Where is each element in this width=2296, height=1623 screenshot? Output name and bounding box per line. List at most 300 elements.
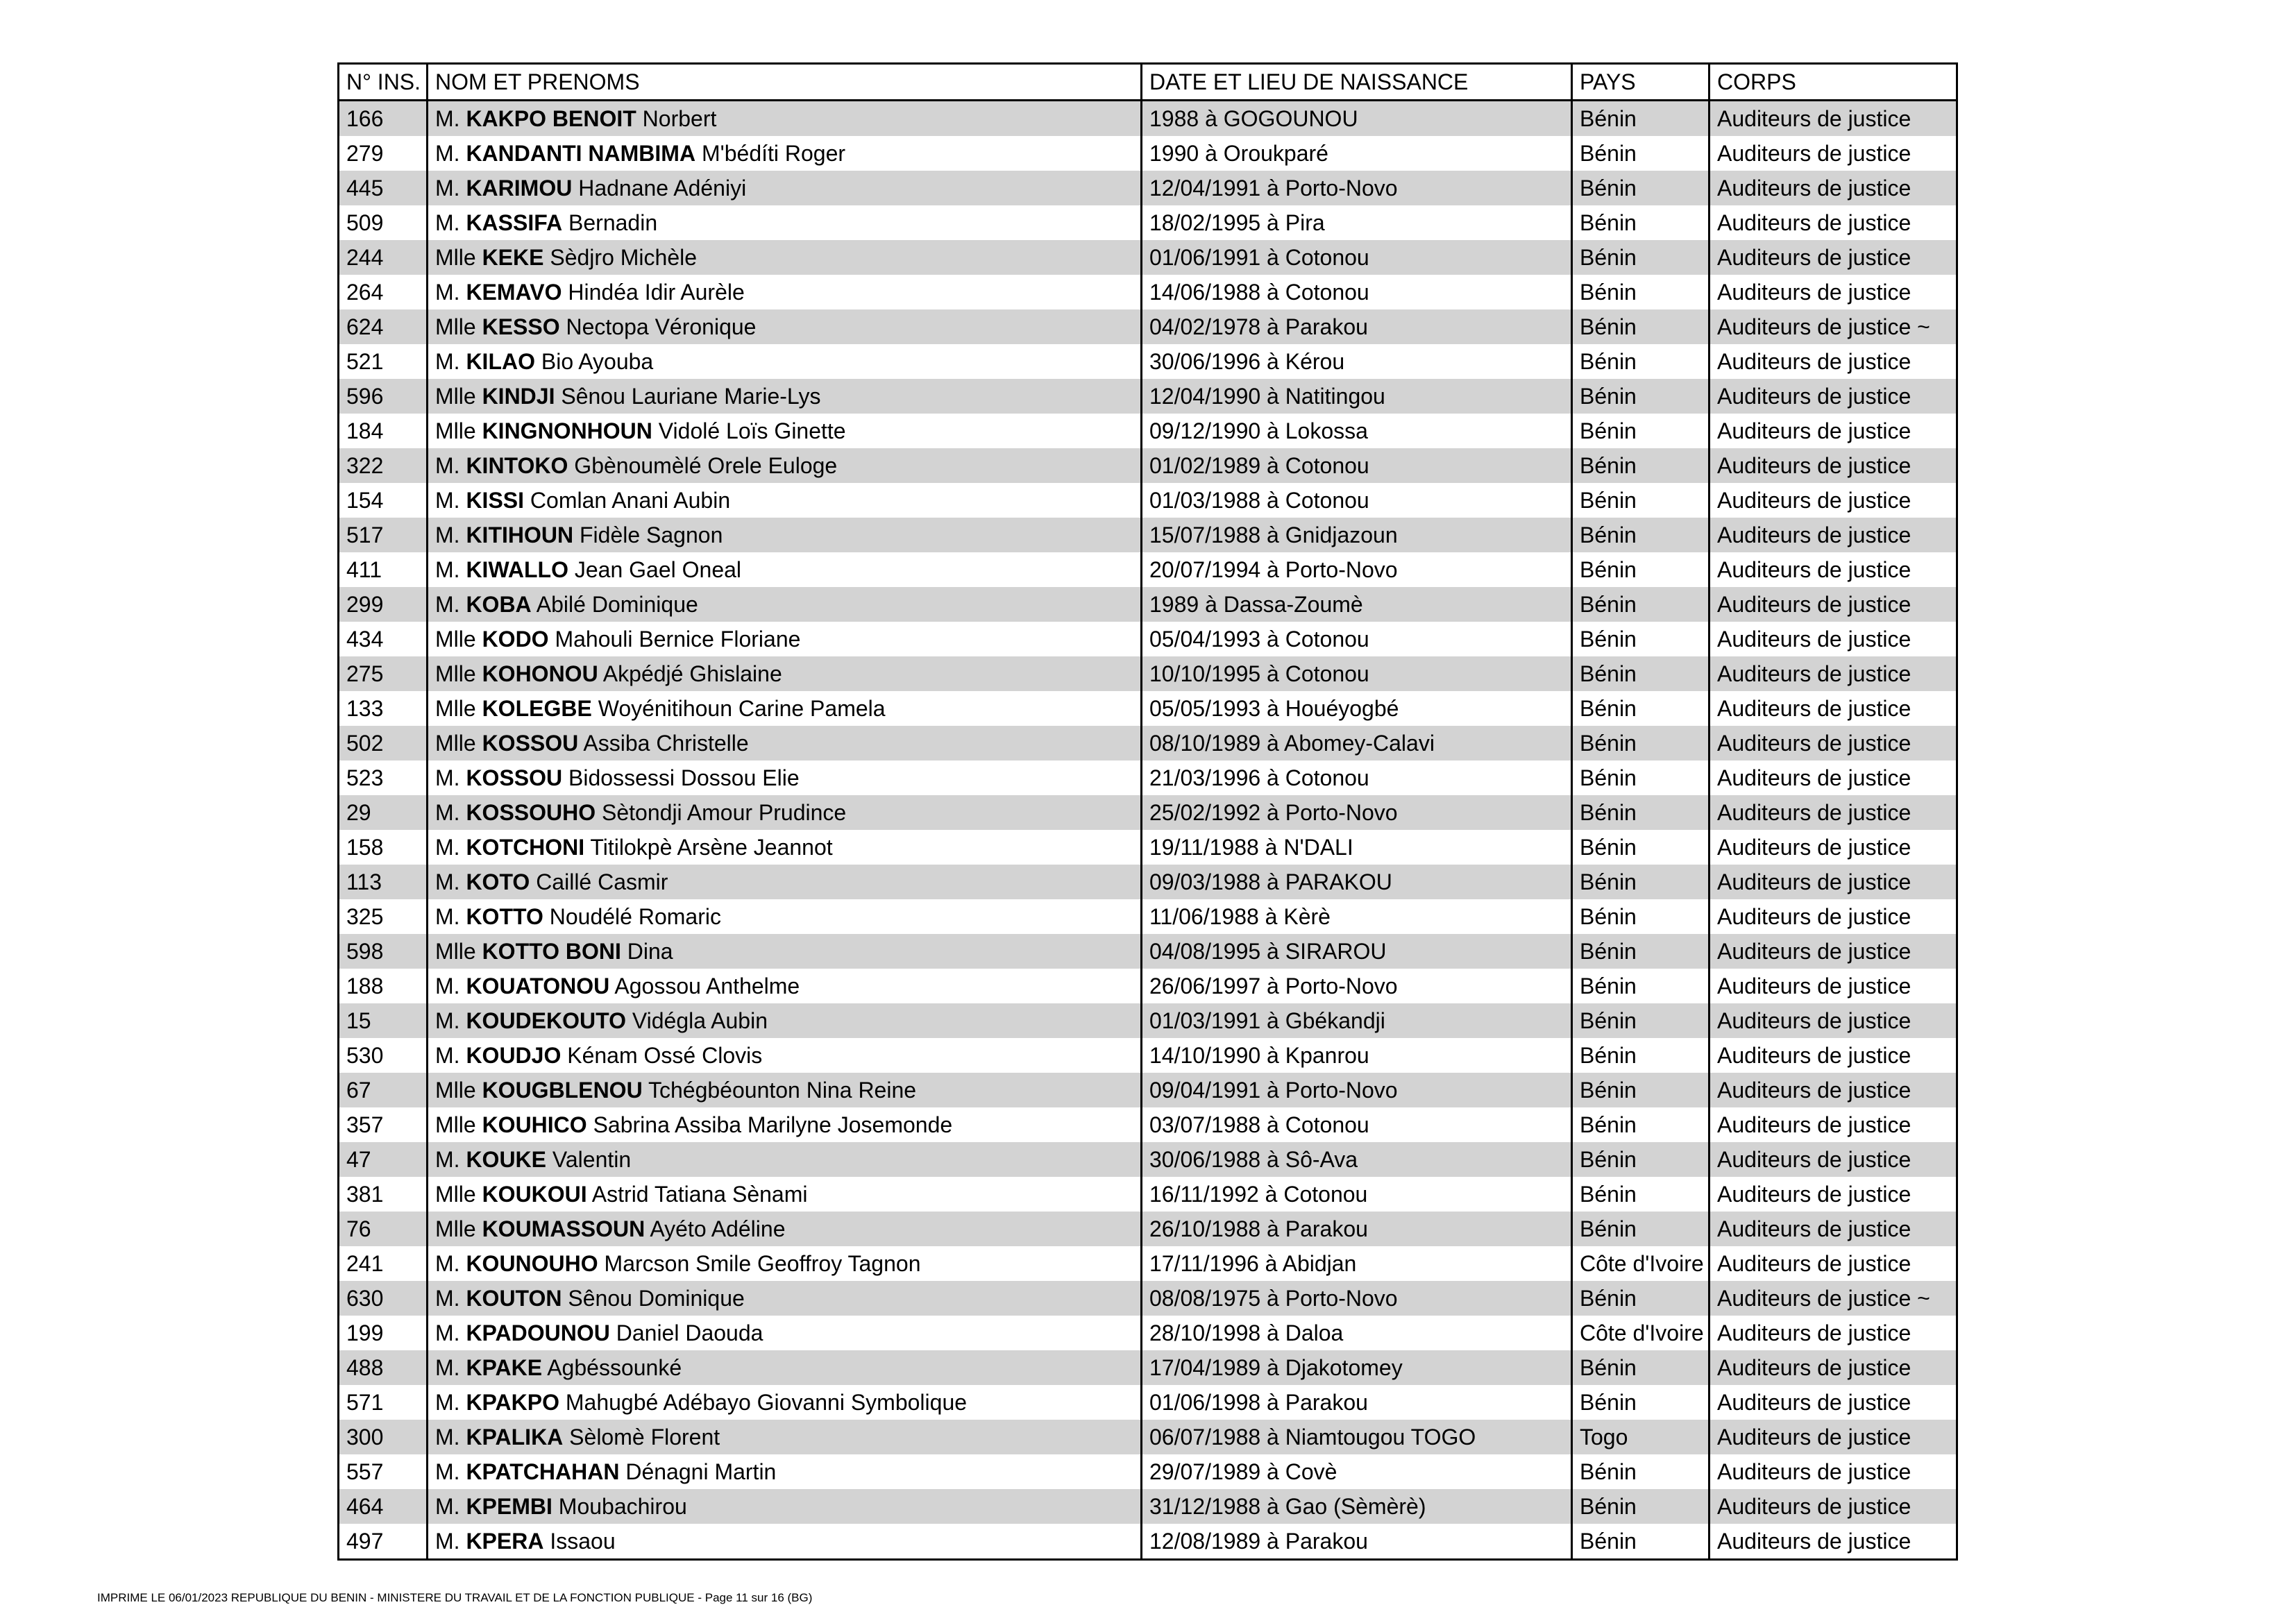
name-surname: KOSSOUHO bbox=[466, 799, 596, 825]
cell-name bbox=[428, 136, 1142, 171]
cell-birth: 05/04/1993 à Cotonou bbox=[1142, 622, 1572, 656]
name-title: M. bbox=[435, 522, 460, 547]
cell-corps: Auditeurs de justice bbox=[1710, 830, 1957, 865]
cell-pays: Bénin bbox=[1572, 726, 1710, 760]
table-row bbox=[339, 1524, 1957, 1560]
cell-pays: Bénin bbox=[1572, 1489, 1710, 1524]
cell-name bbox=[428, 795, 1142, 830]
cell-num: 184 bbox=[339, 414, 428, 448]
cell-num: 166 bbox=[339, 101, 428, 137]
table-row bbox=[339, 1107, 1957, 1142]
cell-pays: Togo bbox=[1572, 1420, 1710, 1454]
cell-pays: Côte d'Ivoire bbox=[1572, 1246, 1710, 1281]
cell-name bbox=[428, 1246, 1142, 1281]
cell-birth: 30/06/1988 à Sô-Ava bbox=[1142, 1142, 1572, 1177]
name-surname: KISSI bbox=[466, 487, 525, 513]
cell-corps: Auditeurs de justice bbox=[1710, 1316, 1957, 1350]
name-surname: KITIHOUN bbox=[466, 522, 574, 547]
header-pays: PAYS bbox=[1572, 64, 1710, 101]
name-title: M. bbox=[435, 973, 460, 999]
cell-birth: 03/07/1988 à Cotonou bbox=[1142, 1107, 1572, 1142]
cell-corps: Auditeurs de justice bbox=[1710, 1420, 1957, 1454]
name-given: Comlan Anani Aubin bbox=[530, 487, 731, 513]
cell-birth: 09/04/1991 à Porto-Novo bbox=[1142, 1073, 1572, 1107]
cell-num: 67 bbox=[339, 1073, 428, 1107]
cell-name bbox=[428, 1107, 1142, 1142]
cell-birth: 12/04/1991 à Porto-Novo bbox=[1142, 171, 1572, 205]
cell-name bbox=[428, 483, 1142, 518]
name-given: Woyénitihoun Carine Pamela bbox=[598, 695, 886, 721]
cell-birth: 01/06/1998 à Parakou bbox=[1142, 1385, 1572, 1420]
cell-corps: Auditeurs de justice bbox=[1710, 622, 1957, 656]
cell-num: 279 bbox=[339, 136, 428, 171]
table-row bbox=[339, 309, 1957, 344]
cell-corps: Auditeurs de justice bbox=[1710, 795, 1957, 830]
cell-corps: Auditeurs de justice bbox=[1710, 899, 1957, 934]
name-title: M. bbox=[435, 1459, 460, 1484]
cell-name bbox=[428, 1489, 1142, 1524]
name-given: Sabrina Assiba Marilyne Josemonde bbox=[593, 1112, 953, 1137]
name-surname: KAKPO BENOIT bbox=[466, 105, 636, 131]
cell-num: 325 bbox=[339, 899, 428, 934]
name-title: M. bbox=[435, 452, 460, 478]
cell-num: 523 bbox=[339, 760, 428, 795]
cell-pays: Bénin bbox=[1572, 934, 1710, 969]
table-row bbox=[339, 101, 1957, 137]
cell-birth: 06/07/1988 à Niamtougou TOGO bbox=[1142, 1420, 1572, 1454]
cell-pays: Bénin bbox=[1572, 414, 1710, 448]
name-title: M. bbox=[435, 556, 460, 582]
table-row bbox=[339, 1003, 1957, 1038]
name-given: Sênou Dominique bbox=[568, 1285, 745, 1311]
cell-num: 133 bbox=[339, 691, 428, 726]
name-title: M. bbox=[435, 1008, 460, 1033]
name-given: Kénam Ossé Clovis bbox=[567, 1042, 763, 1068]
cell-name bbox=[428, 1073, 1142, 1107]
name-given: Akpédjé Ghislaine bbox=[602, 661, 782, 686]
cell-num: 521 bbox=[339, 344, 428, 379]
cell-name bbox=[428, 171, 1142, 205]
name-title: M. bbox=[435, 279, 460, 305]
cell-birth: 11/06/1988 à Kèrè bbox=[1142, 899, 1572, 934]
cell-birth: 01/02/1989 à Cotonou bbox=[1142, 448, 1572, 483]
name-title: M. bbox=[435, 1354, 460, 1380]
table-row bbox=[339, 518, 1957, 552]
cell-birth: 01/03/1991 à Gbékandji bbox=[1142, 1003, 1572, 1038]
name-title: Mlle bbox=[435, 1077, 476, 1103]
name-surname: KOUDEKOUTO bbox=[466, 1008, 626, 1033]
cell-name bbox=[428, 1385, 1142, 1420]
cell-pays: Bénin bbox=[1572, 865, 1710, 899]
name-given: Issaou bbox=[550, 1528, 616, 1554]
cell-name bbox=[428, 760, 1142, 795]
cell-pays: Bénin bbox=[1572, 1212, 1710, 1246]
cell-birth: 14/06/1988 à Cotonou bbox=[1142, 275, 1572, 309]
table-row bbox=[339, 1316, 1957, 1350]
cell-name bbox=[428, 205, 1142, 240]
cell-num: 15 bbox=[339, 1003, 428, 1038]
cell-birth: 26/10/1988 à Parakou bbox=[1142, 1212, 1572, 1246]
cell-pays: Bénin bbox=[1572, 1107, 1710, 1142]
cell-corps: Auditeurs de justice ~ bbox=[1710, 309, 1957, 344]
name-title: M. bbox=[435, 210, 460, 235]
table-row bbox=[339, 552, 1957, 587]
cell-num: 509 bbox=[339, 205, 428, 240]
cell-birth: 12/04/1990 à Natitingou bbox=[1142, 379, 1572, 414]
name-given: Sênou Lauriane Marie-Lys bbox=[561, 383, 821, 409]
cell-pays: Bénin bbox=[1572, 1003, 1710, 1038]
table-row bbox=[339, 1454, 1957, 1489]
cell-pays: Bénin bbox=[1572, 760, 1710, 795]
cell-birth: 1989 à Dassa-Zoumè bbox=[1142, 587, 1572, 622]
table-row bbox=[339, 1350, 1957, 1385]
name-given: Sèlomè Florent bbox=[569, 1424, 720, 1450]
name-surname: KOUTON bbox=[466, 1285, 562, 1311]
cell-num: 502 bbox=[339, 726, 428, 760]
cell-num: 113 bbox=[339, 865, 428, 899]
name-surname: KOUGBLENOU bbox=[482, 1077, 643, 1103]
table-row bbox=[339, 448, 1957, 483]
cell-name bbox=[428, 934, 1142, 969]
name-surname: KINDJI bbox=[482, 383, 555, 409]
cell-num: 381 bbox=[339, 1177, 428, 1212]
cell-num: 322 bbox=[339, 448, 428, 483]
name-title: Mlle bbox=[435, 1216, 476, 1241]
name-title: M. bbox=[435, 1285, 460, 1311]
cell-pays: Bénin bbox=[1572, 1177, 1710, 1212]
cell-pays: Bénin bbox=[1572, 275, 1710, 309]
cell-birth: 17/11/1996 à Abidjan bbox=[1142, 1246, 1572, 1281]
name-given: Daniel Daouda bbox=[616, 1320, 763, 1345]
cell-birth: 04/08/1995 à SIRAROU bbox=[1142, 934, 1572, 969]
name-given: Nectopa Véronique bbox=[566, 314, 757, 339]
cell-birth: 16/11/1992 à Cotonou bbox=[1142, 1177, 1572, 1212]
name-surname: KILAO bbox=[466, 348, 535, 374]
cell-pays: Bénin bbox=[1572, 1385, 1710, 1420]
name-surname: KOTTO BONI bbox=[482, 938, 621, 964]
name-given: Abilé Dominique bbox=[536, 591, 698, 617]
name-given: Sèdjro Michèle bbox=[550, 244, 698, 270]
table-row bbox=[339, 344, 1957, 379]
cell-birth: 12/08/1989 à Parakou bbox=[1142, 1524, 1572, 1560]
cell-pays: Bénin bbox=[1572, 518, 1710, 552]
table-row bbox=[339, 1212, 1957, 1246]
table-row bbox=[339, 1246, 1957, 1281]
cell-name bbox=[428, 1003, 1142, 1038]
cell-pays: Bénin bbox=[1572, 656, 1710, 691]
name-surname: KPAKE bbox=[466, 1354, 543, 1380]
cell-num: 299 bbox=[339, 587, 428, 622]
cell-num: 445 bbox=[339, 171, 428, 205]
cell-birth: 15/07/1988 à Gnidjazoun bbox=[1142, 518, 1572, 552]
cell-num: 158 bbox=[339, 830, 428, 865]
cell-birth: 08/10/1989 à Abomey-Calavi bbox=[1142, 726, 1572, 760]
cell-pays: Bénin bbox=[1572, 1038, 1710, 1073]
cell-corps: Auditeurs de justice bbox=[1710, 1177, 1957, 1212]
cell-corps: Auditeurs de justice bbox=[1710, 1524, 1957, 1560]
cell-num: 488 bbox=[339, 1350, 428, 1385]
name-given: Astrid Tatiana Sènami bbox=[591, 1181, 808, 1207]
name-surname: KPERA bbox=[466, 1528, 544, 1554]
name-title: M. bbox=[435, 765, 460, 790]
cell-corps: Auditeurs de justice bbox=[1710, 552, 1957, 587]
page-footer: IMPRIME LE 06/01/2023 REPUBLIQUE DU BENIN - MINISTERE DU TRAVAIL ET DE LA FONCTION PUBLIQUE - Page 11 sur 16 (BG) bbox=[97, 1591, 813, 1604]
cell-pays: Bénin bbox=[1572, 1281, 1710, 1316]
cell-num: 530 bbox=[339, 1038, 428, 1073]
name-given: Vidégla Aubin bbox=[632, 1008, 768, 1033]
name-given: Moubachirou bbox=[558, 1493, 687, 1519]
cell-num: 199 bbox=[339, 1316, 428, 1350]
cell-birth: 18/02/1995 à Pira bbox=[1142, 205, 1572, 240]
name-surname: KOUHICO bbox=[482, 1112, 587, 1137]
name-given: Noudélé Romaric bbox=[549, 903, 721, 929]
name-title: M. bbox=[435, 175, 460, 201]
cell-pays: Bénin bbox=[1572, 691, 1710, 726]
cell-pays: Bénin bbox=[1572, 1142, 1710, 1177]
cell-corps: Auditeurs de justice bbox=[1710, 691, 1957, 726]
cell-corps: Auditeurs de justice bbox=[1710, 1038, 1957, 1073]
cell-num: 76 bbox=[339, 1212, 428, 1246]
table-row bbox=[339, 899, 1957, 934]
cell-birth: 28/10/1998 à Daloa bbox=[1142, 1316, 1572, 1350]
name-title: M. bbox=[435, 1389, 460, 1415]
cell-num: 624 bbox=[339, 309, 428, 344]
name-surname: KOSSOU bbox=[466, 765, 563, 790]
table-row bbox=[339, 171, 1957, 205]
name-surname: KOSSOU bbox=[482, 730, 579, 756]
name-surname: KOHONOU bbox=[482, 661, 598, 686]
header-num: N° INS. bbox=[339, 64, 428, 101]
name-given: Caillé Casmir bbox=[536, 869, 668, 894]
cell-pays: Bénin bbox=[1572, 483, 1710, 518]
cell-birth: 01/06/1991 à Cotonou bbox=[1142, 240, 1572, 275]
cell-corps: Auditeurs de justice bbox=[1710, 414, 1957, 448]
cell-num: 497 bbox=[339, 1524, 428, 1560]
name-surname: KOUMASSOUN bbox=[482, 1216, 645, 1241]
name-surname: KOUKE bbox=[466, 1146, 546, 1172]
name-given: Mahouli Bernice Floriane bbox=[555, 626, 801, 652]
name-surname: KESSO bbox=[482, 314, 560, 339]
name-given: Norbert bbox=[642, 105, 717, 131]
cell-pays: Bénin bbox=[1572, 899, 1710, 934]
name-surname: KIWALLO bbox=[466, 556, 568, 582]
name-given: Titilokpè Arsène Jeannot bbox=[590, 834, 833, 860]
name-given: Jean Gael Oneal bbox=[574, 556, 742, 582]
name-given: Mahugbé Adébayo Giovanni Symbolique bbox=[565, 1389, 968, 1415]
cell-num: 29 bbox=[339, 795, 428, 830]
cell-num: 598 bbox=[339, 934, 428, 969]
cell-name bbox=[428, 1281, 1142, 1316]
cell-name bbox=[428, 865, 1142, 899]
cell-birth: 01/03/1988 à Cotonou bbox=[1142, 483, 1572, 518]
cell-birth: 29/07/1989 à Covè bbox=[1142, 1454, 1572, 1489]
cell-num: 571 bbox=[339, 1385, 428, 1420]
name-title: Mlle bbox=[435, 626, 476, 652]
cell-pays: Bénin bbox=[1572, 205, 1710, 240]
cell-name bbox=[428, 1177, 1142, 1212]
name-title: Mlle bbox=[435, 383, 476, 409]
cell-birth: 1990 à Oroukparé bbox=[1142, 136, 1572, 171]
name-title: Mlle bbox=[435, 730, 476, 756]
name-surname: KOUNOUHO bbox=[466, 1250, 598, 1276]
cell-name bbox=[428, 587, 1142, 622]
name-given: Bidossessi Dossou Elie bbox=[568, 765, 800, 790]
cell-corps: Auditeurs de justice bbox=[1710, 587, 1957, 622]
cell-pays: Bénin bbox=[1572, 1524, 1710, 1560]
cell-corps: Auditeurs de justice bbox=[1710, 969, 1957, 1003]
cell-num: 264 bbox=[339, 275, 428, 309]
cell-num: 434 bbox=[339, 622, 428, 656]
name-title: Mlle bbox=[435, 244, 476, 270]
cell-pays: Bénin bbox=[1572, 795, 1710, 830]
name-title: M. bbox=[435, 1528, 460, 1554]
name-given: Vidolé Loïs Ginette bbox=[658, 418, 846, 443]
cell-name bbox=[428, 1454, 1142, 1489]
cell-pays: Bénin bbox=[1572, 344, 1710, 379]
cell-corps: Auditeurs de justice bbox=[1710, 1454, 1957, 1489]
cell-pays: Bénin bbox=[1572, 1454, 1710, 1489]
cell-birth: 05/05/1993 à Houéyogbé bbox=[1142, 691, 1572, 726]
cell-corps: Auditeurs de justice ~ bbox=[1710, 1281, 1957, 1316]
cell-birth: 31/12/1988 à Gao (Sèmèrè) bbox=[1142, 1489, 1572, 1524]
cell-corps: Auditeurs de justice bbox=[1710, 171, 1957, 205]
name-surname: KOTTO bbox=[466, 903, 543, 929]
cell-birth: 17/04/1989 à Djakotomey bbox=[1142, 1350, 1572, 1385]
cell-pays: Bénin bbox=[1572, 587, 1710, 622]
cell-birth: 09/03/1988 à PARAKOU bbox=[1142, 865, 1572, 899]
table-row bbox=[339, 275, 1957, 309]
cell-name bbox=[428, 1316, 1142, 1350]
cell-corps: Auditeurs de justice bbox=[1710, 518, 1957, 552]
cell-pays: Bénin bbox=[1572, 448, 1710, 483]
table-row bbox=[339, 1281, 1957, 1316]
cell-corps: Auditeurs de justice bbox=[1710, 934, 1957, 969]
cell-pays: Bénin bbox=[1572, 1073, 1710, 1107]
table-row bbox=[339, 934, 1957, 969]
cell-num: 596 bbox=[339, 379, 428, 414]
cell-pays: Bénin bbox=[1572, 379, 1710, 414]
cell-corps: Auditeurs de justice bbox=[1710, 205, 1957, 240]
cell-name bbox=[428, 969, 1142, 1003]
name-given: Agossou Anthelme bbox=[614, 973, 800, 999]
table-row bbox=[339, 414, 1957, 448]
cell-num: 517 bbox=[339, 518, 428, 552]
cell-birth: 21/03/1996 à Cotonou bbox=[1142, 760, 1572, 795]
cell-name bbox=[428, 101, 1142, 137]
name-title: M. bbox=[435, 1493, 460, 1519]
table-row bbox=[339, 622, 1957, 656]
cell-pays: Bénin bbox=[1572, 309, 1710, 344]
cell-pays: Bénin bbox=[1572, 240, 1710, 275]
name-title: M. bbox=[435, 105, 460, 131]
cell-name bbox=[428, 344, 1142, 379]
name-title: M. bbox=[435, 487, 460, 513]
name-title: M. bbox=[435, 834, 460, 860]
cell-name bbox=[428, 899, 1142, 934]
cell-num: 357 bbox=[339, 1107, 428, 1142]
name-given: M'bédíti Roger bbox=[701, 140, 846, 166]
cell-corps: Auditeurs de justice bbox=[1710, 1212, 1957, 1246]
name-surname: KEKE bbox=[482, 244, 544, 270]
cell-num: 464 bbox=[339, 1489, 428, 1524]
cell-name bbox=[428, 1524, 1142, 1560]
table-row bbox=[339, 656, 1957, 691]
name-given: Gbènoumèlé Orele Euloge bbox=[574, 452, 838, 478]
header-birth: DATE ET LIEU DE NAISSANCE bbox=[1142, 64, 1572, 101]
name-given: Dénagni Martin bbox=[625, 1459, 777, 1484]
name-surname: KPEMBI bbox=[466, 1493, 552, 1519]
cell-corps: Auditeurs de justice bbox=[1710, 483, 1957, 518]
table-row bbox=[339, 795, 1957, 830]
name-title: M. bbox=[435, 869, 460, 894]
table-row bbox=[339, 136, 1957, 171]
table-row bbox=[339, 205, 1957, 240]
name-given: Agbéssounké bbox=[547, 1354, 682, 1380]
cell-corps: Auditeurs de justice bbox=[1710, 275, 1957, 309]
name-surname: KOLEGBE bbox=[482, 695, 592, 721]
header-name: NOM ET PRENOMS bbox=[428, 64, 1142, 101]
cell-birth: 25/02/1992 à Porto-Novo bbox=[1142, 795, 1572, 830]
table-row bbox=[339, 830, 1957, 865]
cell-num: 244 bbox=[339, 240, 428, 275]
cell-birth: 09/12/1990 à Lokossa bbox=[1142, 414, 1572, 448]
name-given: Tchégbéounton Nina Reine bbox=[648, 1077, 917, 1103]
name-title: Mlle bbox=[435, 1112, 476, 1137]
name-surname: KPADOUNOU bbox=[466, 1320, 610, 1345]
cell-corps: Auditeurs de justice bbox=[1710, 656, 1957, 691]
name-surname: KOUKOUI bbox=[482, 1181, 587, 1207]
cell-corps: Auditeurs de justice bbox=[1710, 1142, 1957, 1177]
name-surname: KPALIKA bbox=[466, 1424, 564, 1450]
cell-name bbox=[428, 309, 1142, 344]
cell-corps: Auditeurs de justice bbox=[1710, 1350, 1957, 1385]
name-surname: KASSIFA bbox=[466, 210, 563, 235]
name-given: Hindéa Idir Aurèle bbox=[568, 279, 745, 305]
cell-corps: Auditeurs de justice bbox=[1710, 1489, 1957, 1524]
cell-num: 300 bbox=[339, 1420, 428, 1454]
cell-name bbox=[428, 1038, 1142, 1073]
cell-name bbox=[428, 448, 1142, 483]
name-title: Mlle bbox=[435, 314, 476, 339]
name-title: M. bbox=[435, 1424, 460, 1450]
cell-name bbox=[428, 275, 1142, 309]
table-row bbox=[339, 1073, 1957, 1107]
name-title: M. bbox=[435, 140, 460, 166]
cell-name bbox=[428, 240, 1142, 275]
table-row bbox=[339, 1142, 1957, 1177]
cell-birth: 10/10/1995 à Cotonou bbox=[1142, 656, 1572, 691]
cell-pays: Bénin bbox=[1572, 622, 1710, 656]
cell-corps: Auditeurs de justice bbox=[1710, 726, 1957, 760]
header-corps: CORPS bbox=[1710, 64, 1957, 101]
table-row bbox=[339, 1038, 1957, 1073]
cell-birth: 19/11/1988 à N'DALI bbox=[1142, 830, 1572, 865]
name-title: Mlle bbox=[435, 938, 476, 964]
cell-num: 188 bbox=[339, 969, 428, 1003]
name-surname: KOUDJO bbox=[466, 1042, 562, 1068]
table-header-row bbox=[339, 64, 1957, 101]
name-given: Assiba Christelle bbox=[583, 730, 749, 756]
cell-pays: Bénin bbox=[1572, 969, 1710, 1003]
table-row bbox=[339, 483, 1957, 518]
cell-birth: 20/07/1994 à Porto-Novo bbox=[1142, 552, 1572, 587]
cell-name bbox=[428, 1420, 1142, 1454]
cell-corps: Auditeurs de justice bbox=[1710, 448, 1957, 483]
cell-pays: Bénin bbox=[1572, 136, 1710, 171]
table-row bbox=[339, 969, 1957, 1003]
cell-corps: Auditeurs de justice bbox=[1710, 1003, 1957, 1038]
cell-birth: 14/10/1990 à Kpanrou bbox=[1142, 1038, 1572, 1073]
